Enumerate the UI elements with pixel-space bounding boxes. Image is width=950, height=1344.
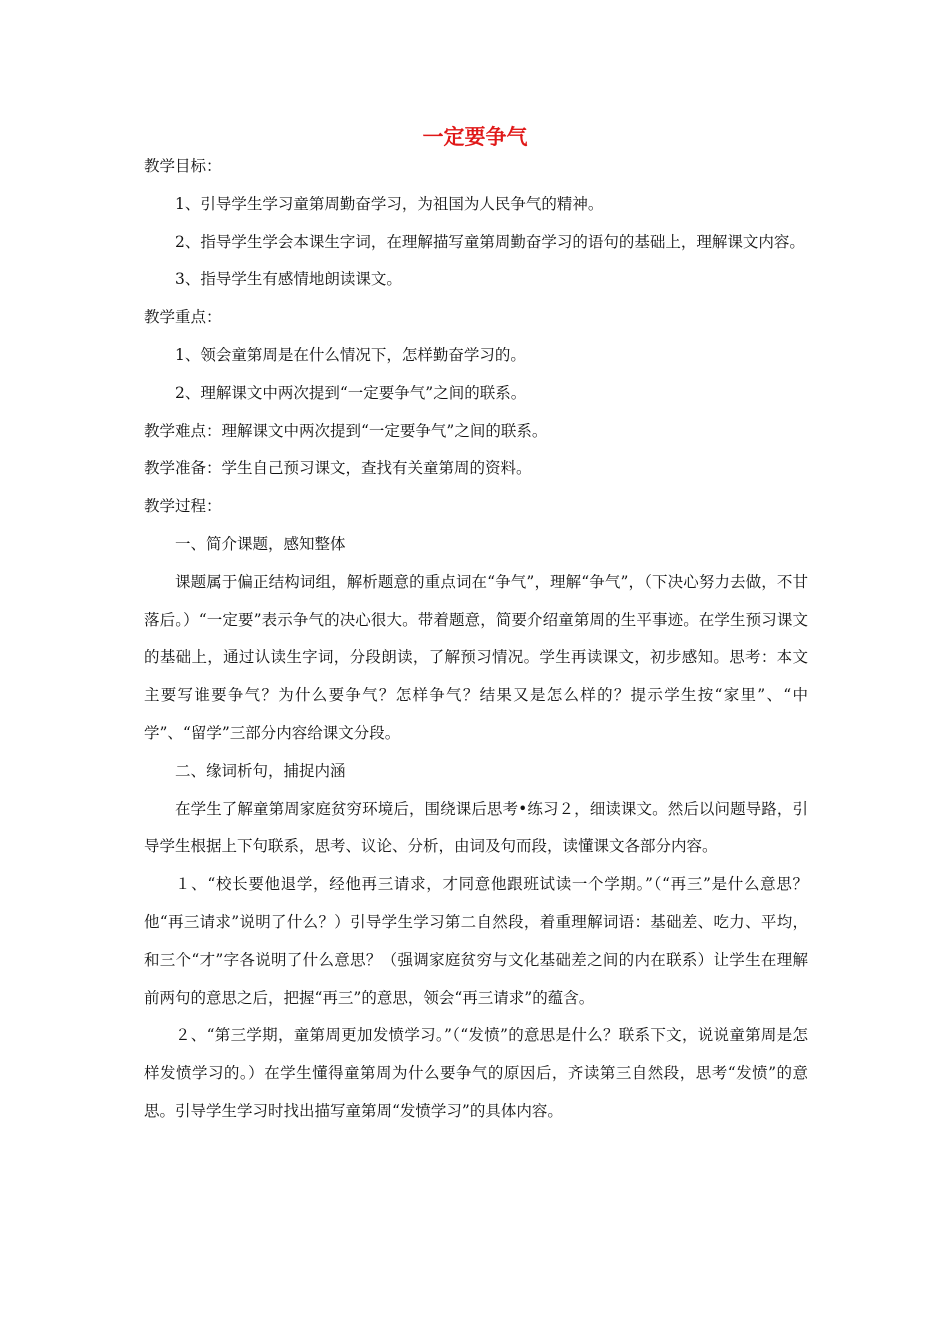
paragraph: 1、领会童第周是在什么情况下，怎样勤奋学习的。 bbox=[175, 345, 526, 364]
paragraph: 1、引导学生学习童第周勤奋学习，为祖国为人民争气的精神。 bbox=[175, 194, 604, 213]
paragraph: 教学过程： bbox=[144, 497, 222, 516]
paragraph: ２、“第三学期，童第周更加发愤学习。”（“发愤”的意思是什么？联系下文，说说童第周是怎样发愤学习的。）在学生懂得童第周为什么要争气的原因后，齐读第三自然段，思考“发愤”的意思。引导学生学习时找出描写童第周“发愤学习”的具体内容。 bbox=[144, 1026, 808, 1120]
paragraph: 一、简介课题，感知整体 bbox=[175, 534, 346, 553]
paragraph: 二、缘词析句，捕捉内涵 bbox=[175, 761, 346, 780]
paragraph: 2、理解课文中两次提到“一定要争气”之间的联系。 bbox=[175, 383, 527, 402]
paragraph: 2、指导学生学会本课生字词，在理解描写童第周勤奋学习的语句的基础上，理解课文内容。 bbox=[175, 232, 805, 251]
paragraph: 课题属于偏正结构词组，解析题意的重点词在“争气”，理解“争气”，（下决心努力去做，不甘落后。）“一定要”表示争气的决心很大。带着题意，简要介绍童第周的生平事迹。在学生预习课文的基础上，通过认读生字词，分段朗读，了解预习情况。学生再读课文，初步感知。思考：本文主要写谁要争气？为什么要争气？怎样争气？结果又是怎么样的？提示学生按“家里”、“中学”、“留学”三部分内容给课文分段。 bbox=[144, 572, 808, 742]
paragraph: 教学难点：理解课文中两次提到“一定要争气”之间的联系。 bbox=[144, 421, 548, 440]
paragraph: 3、指导学生有感情地朗读课文。 bbox=[175, 270, 402, 289]
paragraph: 教学重点： bbox=[144, 308, 222, 327]
paragraph: １、“校长要他退学，经他再三请求，才同意他跟班试读一个学期。”（“再三”是什么意思？他“再三请求”说明了什么？）引导学生学习第二自然段，着重理解词语：基础差、吃力、平均，和三个“才”字各说明了什么意思？（强调家庭贫穷与文化基础差之间的内在联系）让学生在理解前两句的意思之后，把握“再三”的意思，领会“再三请求”的蕴含。 bbox=[144, 875, 808, 1007]
paragraph: 教学目标： bbox=[144, 157, 222, 175]
paragraph: 教学准备：学生自己预习课文，查找有关童第周的资料。 bbox=[144, 459, 532, 478]
paragraph: 在学生了解童第周家庭贫穷环境后，围绕课后思考•练习２，细读课文。然后以问题导路，引导学生根据上下句联系，思考、议论、分析，由词及句而段，读懂课文各部分内容。 bbox=[144, 799, 808, 856]
document-title: 一定要争气 bbox=[422, 125, 528, 149]
document-body bbox=[144, 148, 808, 1131]
